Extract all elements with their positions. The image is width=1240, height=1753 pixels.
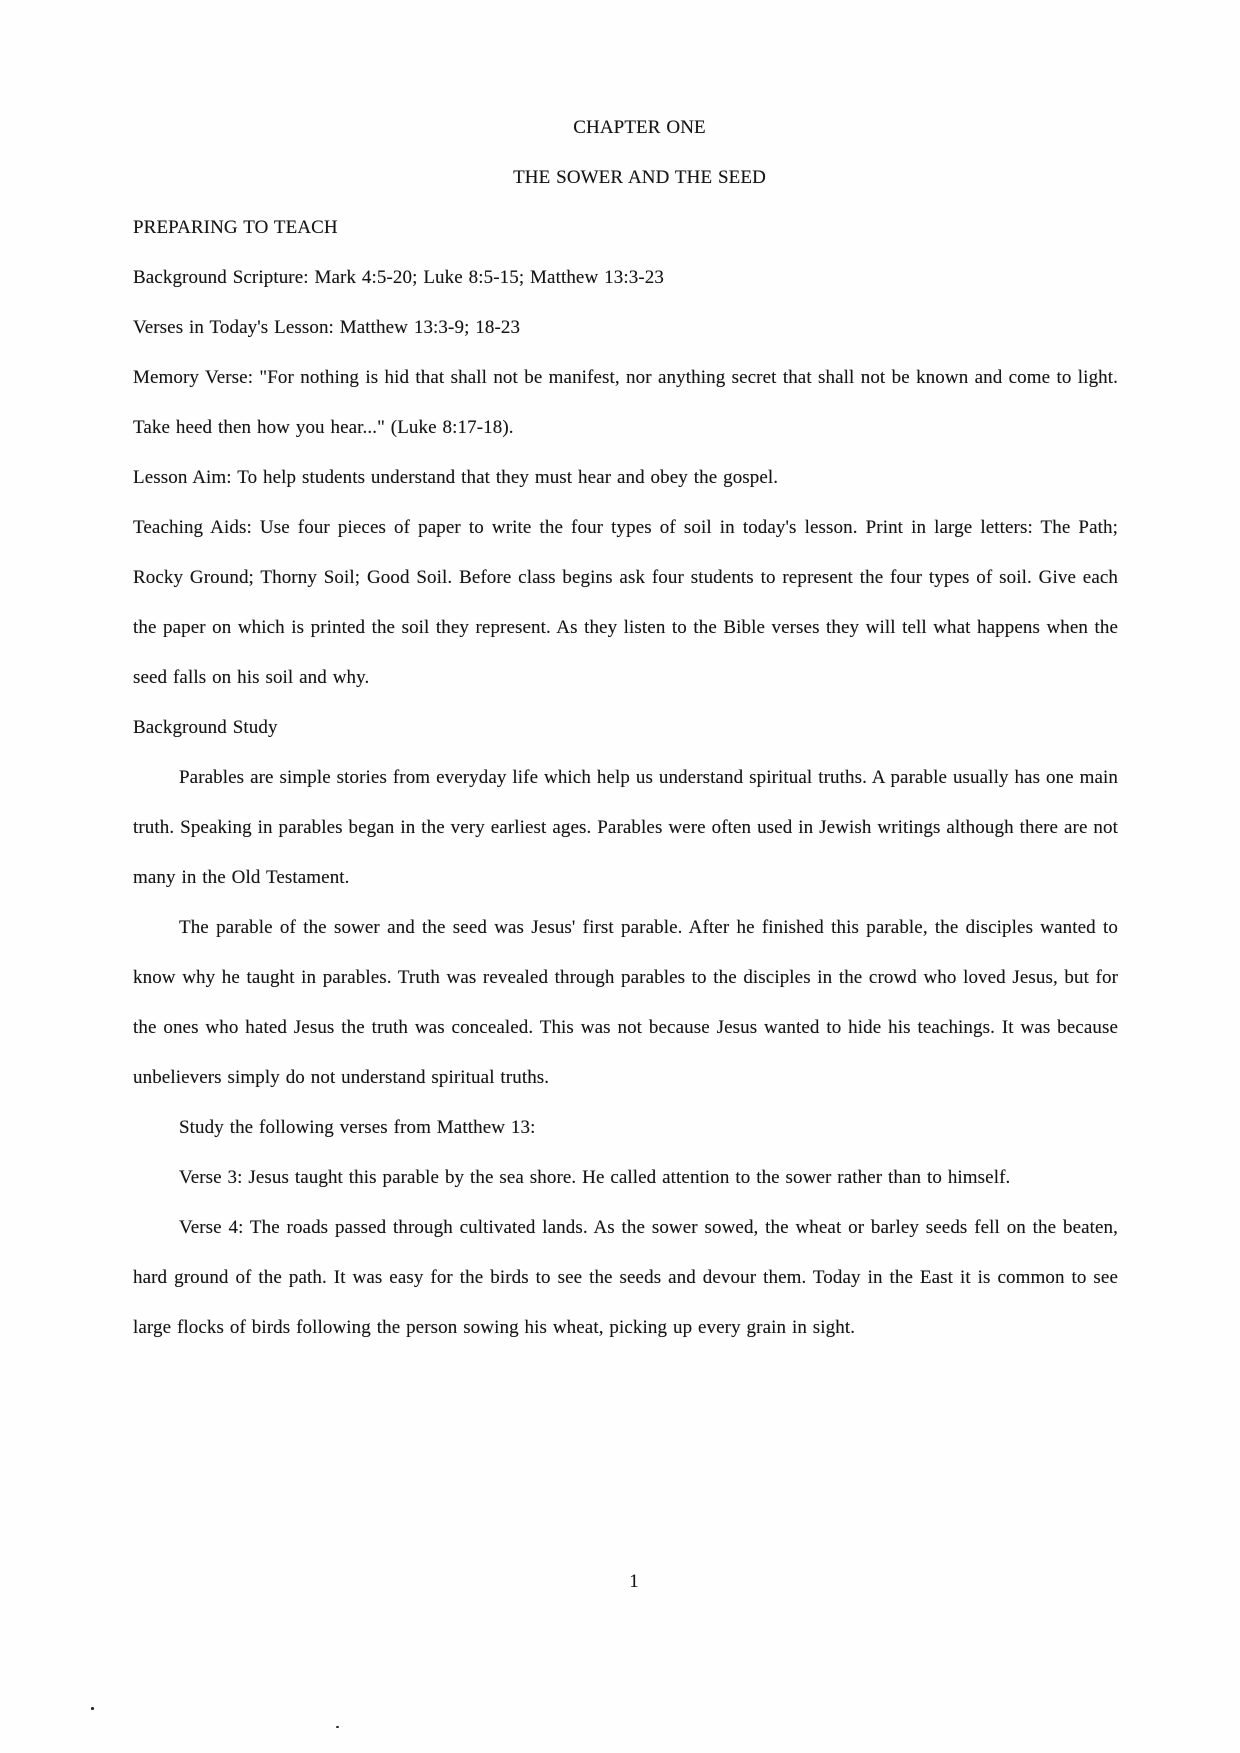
section-heading-background-study: Background Study (133, 717, 278, 738)
paragraph-parables-intro: Parables are simple stories from everyday life which help us understand spiritual truths. A parable usually has one main truth. Speaking in parables began in the very earliest ages. Parables were often used in Jewish writings although there are not many in the Old Testament. (133, 767, 1118, 888)
paragraph-first-parable: The parable of the sower and the seed was Jesus' first parable. After he finished this parable, the disciples wanted to know why he taught in parables. Truth was revealed through parables to the disciples in the crowd who loved Jesus, but for the ones who hated Jesus the truth was concealed. This was not because Jesus wanted to hide his teachings. It was because unbelievers simply do not understand spiritual truths. (133, 917, 1118, 1088)
scan-speck (336, 1726, 339, 1728)
section-heading-preparing-to-teach: PREPARING TO TEACH (133, 217, 338, 238)
paragraph-study-verses-lead-in: Study the following verses from Matthew 13: (179, 1117, 536, 1138)
page-number: 1 (629, 1571, 639, 1592)
lesson-title: THE SOWER AND THE SEED (513, 167, 766, 188)
chapter-heading: CHAPTER ONE (573, 117, 706, 138)
verses-in-todays-lesson-line: Verses in Today's Lesson: Matthew 13:3-9; 18-23 (133, 317, 521, 338)
scan-speck (91, 1707, 94, 1710)
teaching-aids-paragraph: Teaching Aids: Use four pieces of paper to write the four types of soil in today's lesson. Print in large letters: The Path; Rocky Ground; Thorny Soil; Good Soil. Before class begins ask four students to represent the four types of soil. Give each the paper on which is printed the soil they represent. As they listen to the Bible verses they will tell what happens when the seed falls on his soil and why. (133, 517, 1118, 688)
background-scripture-line: Background Scripture: Mark 4:5-20; Luke 8:5-15; Matthew 13:3-23 (133, 267, 664, 288)
paragraph-verse-3: Verse 3: Jesus taught this parable by the sea shore. He called attention to the sower rather than to himself. (179, 1167, 1011, 1188)
text-block (133, 103, 1118, 1353)
lesson-aim-line: Lesson Aim: To help students understand that they must hear and obey the gospel. (133, 467, 779, 488)
memory-verse-paragraph: Memory Verse: "For nothing is hid that shall not be manifest, nor anything secret that shall not be known and come to light. Take heed then how you hear..." (Luke 8:17-18). (133, 367, 1118, 438)
paragraph-verse-4: Verse 4: The roads passed through cultivated lands. As the sower sowed, the wheat or barley seeds fell on the beaten, hard ground of the path. It was easy for the birds to see the seeds and devour them. Today in the East it is common to see large flocks of birds following the person sowing his wheat, picking up every grain in sight. (133, 1217, 1118, 1338)
